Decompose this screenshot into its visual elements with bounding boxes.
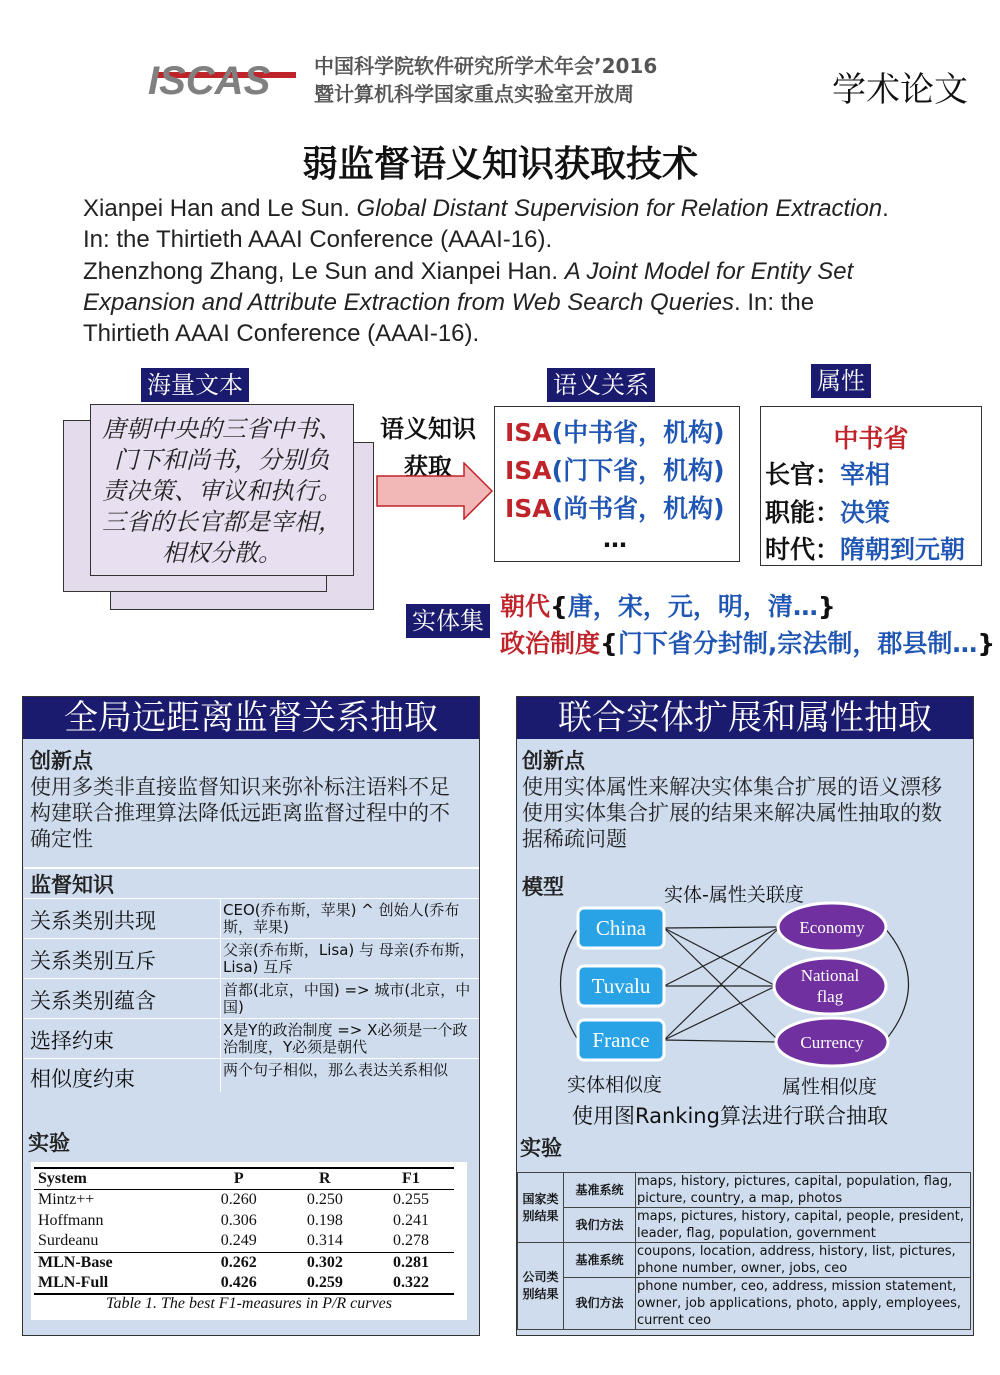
supervision-row: 选择约束 X是Y的政治制度 => X必须是一个政治制度，Y必须是朝代 [24, 1018, 479, 1058]
corpus-line: 门下和尚书，分别负 [114, 446, 330, 474]
edge [664, 927, 780, 1040]
table-row: MLN-Full 0.426 0.259 0.322 [34, 1273, 454, 1294]
experiment-heading: 实验 [28, 1131, 70, 1155]
relation-more: … [603, 525, 627, 553]
edge [664, 927, 780, 928]
reference-2-venue: Thirtieth AAAI Conference (AAAI-16). [83, 320, 480, 347]
supervision-row: 关系类别共现 CEO(乔布斯，苹果) ^ 创始人(乔布斯，苹果) [24, 898, 479, 938]
svg-text:Tuvalu: Tuvalu [591, 974, 651, 998]
attribute-label: 属性 [811, 364, 871, 398]
entity-similarity-label: 实体相似度 [567, 1074, 663, 1096]
page-title: 弱监督语义知识获取技术 [301, 144, 698, 185]
corpus-line: 三省的长官都是宰相， [102, 508, 342, 536]
relation-label: 语义关系 [547, 368, 655, 402]
relation-item: ISA(尚书省，机构) [505, 494, 725, 523]
table-row: 我们方法 phone number, ceo, address, mission statement, owner, job applications, photo, apply, employees, current ceo [518, 1278, 971, 1330]
table-row: Surdeanu 0.249 0.314 0.278 [34, 1231, 454, 1252]
attribute-node [776, 1018, 888, 1066]
entity-attribute-graph [548, 880, 928, 1090]
corpus-line: 责决策、审议和执行。 [102, 477, 342, 505]
table-row: 公司类别结果 基准系统 coupons, location, address, history, list, pictures, phone number, owner, jobs, ceo [518, 1243, 971, 1278]
model-heading: 模型 [522, 875, 564, 899]
innovation-text: 使用多类非直接监督知识来弥补标注语料不足 构建联合推理算法降低远距离监督过程中的不 确定性 [30, 775, 450, 851]
innovation-text: 使用实体属性来解决实体集合扩展的语义漂移 使用实体集合扩展的结果来解决属性抽取的数 据稀疏问题 [522, 775, 942, 851]
relation-item: ISA(门下省，机构) [505, 456, 725, 485]
supervision-row: 相似度约束 两个句子相似，那么表达关系相似 [24, 1058, 479, 1092]
table-row: Hoffmann 0.306 0.198 0.241 [38, 1211, 429, 1229]
entity-node [578, 966, 664, 1006]
innovation-heading: 创新点 [522, 749, 585, 773]
text-corpus-sheet [90, 404, 354, 576]
iscas-logo [146, 56, 302, 98]
edge [884, 927, 909, 1042]
edge [664, 928, 780, 1042]
acquisition-label: 语义知识 获取 [380, 415, 476, 481]
svg-text:China: China [595, 916, 647, 940]
conference-name: 中国科学院软件研究所学术年会’2016 [314, 54, 658, 78]
table-row: 我们方法 maps, pictures, history, capital, people, president, leader, flag, population, government [518, 1208, 971, 1243]
table-row: Mintz++ 0.260 0.250 0.255 [38, 1190, 429, 1208]
paper-tag: 学术论文 [832, 70, 968, 110]
relation-box [494, 406, 740, 562]
attribute-node [778, 903, 886, 951]
entity-set-label: 实体集 [406, 604, 490, 638]
ranking-text: 使用图Ranking算法进行联合抽取 [572, 1104, 888, 1128]
svg-text:flag: flag [816, 987, 844, 1006]
entity-node [578, 1020, 664, 1060]
attribute-entity: 中书省 [833, 424, 909, 453]
edge [561, 928, 579, 1040]
svg-text:France: France [592, 1028, 650, 1052]
entity-set: 政治制度{门下省分封制,宗法制，郡县制…} [500, 629, 996, 658]
relation-item: ISA(中书省，机构) [505, 418, 725, 447]
supervision-table [24, 898, 479, 1092]
divider [24, 867, 479, 869]
reference-1: Xianpei Han and Le Sun. Global Distant Supervision for Relation Extraction. [83, 195, 889, 222]
table-caption: Table 1. The best F1-measures in P/R curves [106, 1295, 392, 1312]
left-panel-title: 全局远距离监督关系抽取 [23, 697, 479, 739]
attribute-item: 职能：决策 [765, 498, 891, 527]
right-panel-title: 联合实体扩展和属性抽取 [517, 697, 973, 739]
reference-1-venue: In: the Thirtieth AAAI Conference (AAAI-16). [83, 226, 553, 253]
table-header-row: System P R F1 [34, 1168, 454, 1189]
svg-text:Currency: Currency [800, 1033, 864, 1052]
innovation-heading: 创新点 [30, 749, 93, 773]
svg-text:Economy: Economy [799, 918, 865, 937]
group-cell: 公司类别结果 [518, 1243, 564, 1330]
experiment-heading: 实验 [520, 1136, 562, 1160]
attribute-similarity-label: 属性相似度 [782, 1076, 878, 1098]
corpus-line: 相权分散。 [162, 539, 282, 567]
edge [664, 927, 780, 986]
table-row: MLN-Base 0.262 0.302 0.281 [38, 1253, 429, 1271]
edge [664, 986, 776, 1040]
results-table [31, 1162, 467, 1320]
attribute-results-table [517, 1172, 971, 1330]
text-corpus-label: 海量文本 [141, 368, 249, 402]
edge [664, 1040, 780, 1042]
graph-top-label: 实体-属性关联度 [664, 884, 804, 906]
entity-node [578, 908, 664, 948]
supervision-row: 关系类别互斥 父亲(乔布斯，Lisa) 与 母亲(乔布斯，Lisa) 互斥 [24, 938, 479, 978]
right-arrow-icon [376, 462, 494, 520]
entity-set: 朝代{唐，宋，元，明，清…} [500, 592, 836, 621]
supervision-row: 关系类别蕴含 首都(北京，中国) => 城市(北京，中国) [24, 978, 479, 1018]
conference-subtitle: 暨计算机科学国家重点实验室开放周 [314, 82, 634, 106]
table-row: 国家类别结果 基准系统 maps, history, pictures, capital, population, flag, picture, country, a map, photos [518, 1173, 971, 1208]
attribute-node [774, 958, 886, 1014]
attribute-box [760, 406, 982, 566]
group-cell: 国家类别结果 [518, 1173, 564, 1243]
reference-2: Zhenzhong Zhang, Le Sun and Xianpei Han. A Joint Model for Entity Set [83, 258, 854, 285]
attribute-item: 时代：隋朝到元朝 [765, 535, 966, 564]
attribute-item: 长官：宰相 [765, 460, 891, 489]
supervision-heading: 监督知识 [30, 873, 114, 897]
svg-text:National: National [800, 966, 860, 985]
corpus-line: 唐朝中央的三省中书、 [102, 415, 342, 443]
svg-text:ISCAS: ISCAS [148, 59, 271, 98]
reference-2-title: Expansion and Attribute Extraction from Web Search Queries. In: the [83, 289, 815, 316]
